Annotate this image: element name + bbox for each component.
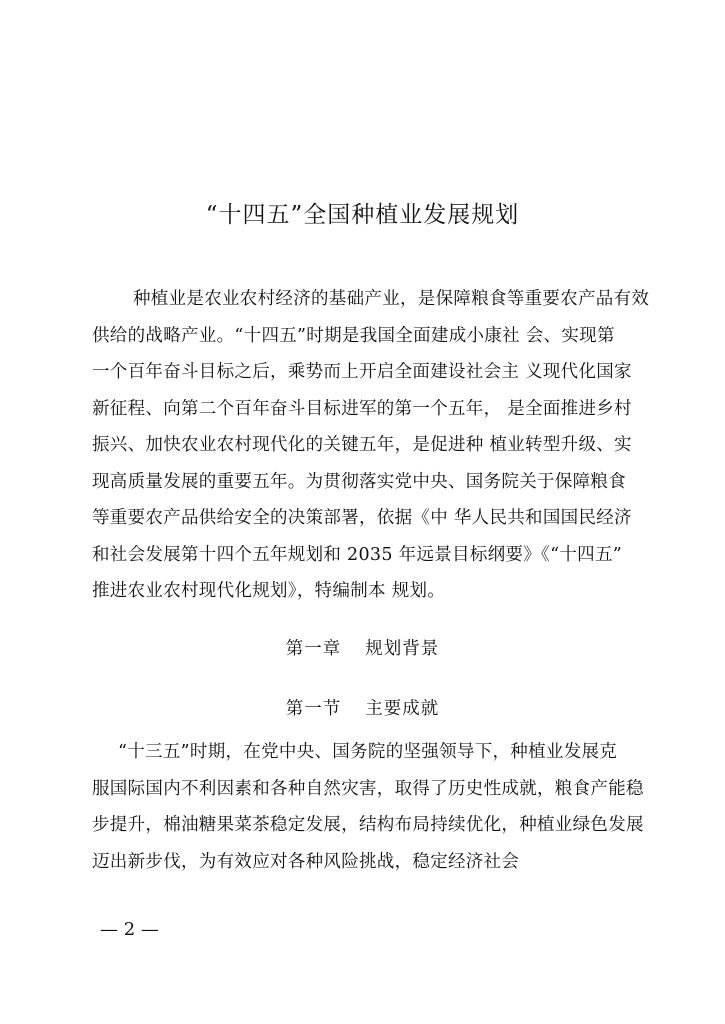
- page-number: — 2 —: [100, 919, 159, 940]
- intro-line-4: 新征程、向第二个百年奋斗目标进军的第一个五年， 是全面推进乡村: [92, 399, 632, 419]
- section-name: 主要成就: [365, 699, 440, 719]
- section-number: 第一节: [285, 699, 342, 719]
- intro-line-2: 供给的战略产业。“十四五”时期是我国全面建成小康社 会、实现第: [92, 326, 615, 346]
- intro-line-5: 振兴、加快农业农村现代化的关键五年，是促进种 植业转型升级、实: [92, 435, 632, 455]
- document-title: “十四五”全国种植业发展规划: [205, 202, 520, 228]
- intro-line-1: 种植业是农业农村经济的基础产业，是保障粮食等重要农产品有效: [133, 289, 650, 309]
- intro-line-9: 推进农业农村现代化规划》，特编制本 规划。: [92, 581, 446, 601]
- intro-line-8: 和社会发展第十四个五年规划和 2035 年远景目标纲要》《“十四五”: [92, 545, 623, 565]
- intro-line-3: 一个百年奋斗目标之后，乘势而上开启全面建设社会主 义现代化国家: [92, 362, 632, 382]
- section-line-1: “十三五”时期，在党中央、国务院的坚强领导下，种植业发展克: [118, 742, 618, 762]
- intro-line-7: 等重要农产品供给安全的决策部署，依据《中 华人民共和国国民经济: [92, 508, 632, 528]
- section-heading: [0, 696, 725, 722]
- chapter-heading: [0, 636, 725, 662]
- chapter-name: 规划背景: [365, 639, 440, 659]
- section-line-4: 迈出新步伐，为有效应对各种风险挑战，稳定经济社会: [92, 852, 520, 872]
- section-line-2: 服国际国内不利因素和各种自然灾害，取得了历史性成就，粮食产能稳: [92, 779, 644, 799]
- section-line-3: 步提升，棉油糖果菜茶稳定发展，结构布局持续优化，种植业绿色发展: [92, 815, 644, 835]
- chapter-number: 第一章: [285, 639, 342, 659]
- intro-line-6: 现高质量发展的重要五年。为贯彻落实党中央、国务院关于保障粮食: [92, 472, 626, 492]
